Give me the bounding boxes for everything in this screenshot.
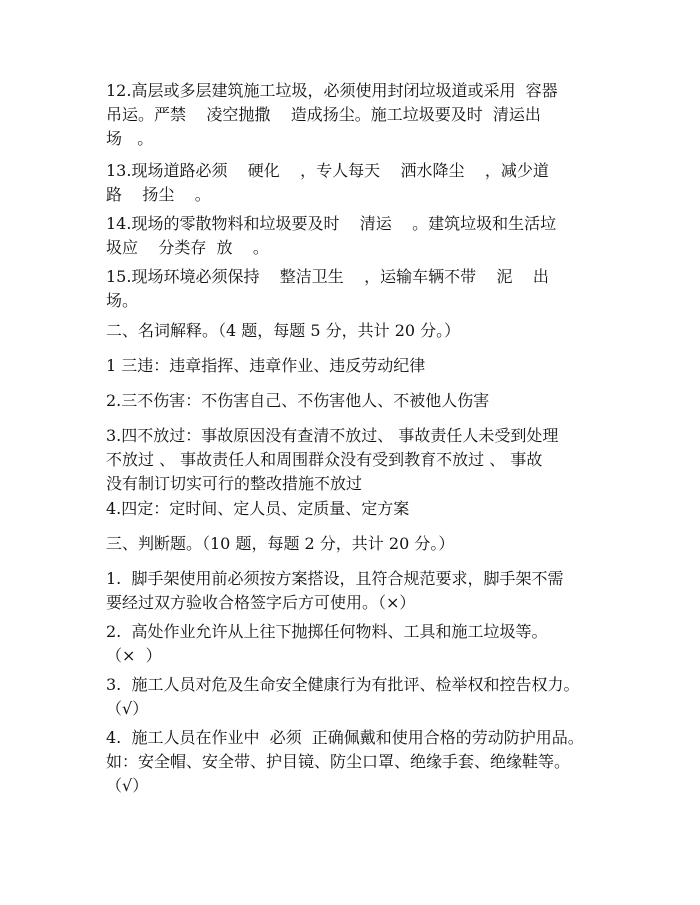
fill-blank-question-15: 15.现场环境必须保持 整洁卫生 ，运输车辆不带 泥 出 场。 bbox=[106, 267, 549, 310]
section-heading-terms: 二、名词解释。（4 题，每题 5 分，共计 20 分。） bbox=[106, 321, 461, 340]
term-definition-2: 2.三不伤害：不伤害自己、不伤害他人、不被他人伤害 bbox=[106, 391, 490, 410]
term-definition-4: 4.四定：定时间、定人员、定质量、定方案 bbox=[106, 499, 410, 518]
fill-blank-question-12: 12.高层或多层建筑施工垃圾，必须使用封闭垃圾道或采用 容器 吊运。严禁 凌空抛撒 造成扬尘。施工垃圾要及时 清运出 场 。 bbox=[106, 81, 558, 148]
term-definition-1: 1 三违：违章指挥、违章作业、违反劳动纪律 bbox=[106, 356, 426, 375]
judgment-question-1: 1. 脚手架使用前必须按方案搭设，且符合规范要求，脚手架不需 要经过双方验收合格签字后方可使用。（×） bbox=[106, 569, 564, 612]
fill-blank-question-14: 14.现场的零散物料和垃圾要及时 清运 。建筑垃圾和生活垃 圾应 分类存 放 。 bbox=[106, 214, 557, 257]
judgment-question-4: 4. 施工人员在作业中 必须 正确佩戴和使用合格的劳动防护用品。 如：安全帽、安全带、护目镜、防尘口罩、绝缘手套、绝缘鞋等。 （√） bbox=[106, 728, 584, 795]
fill-blank-question-13: 13.现场道路必须 硬化 ，专人每天 洒水降尘 ，减少道 路 扬尘 。 bbox=[106, 161, 549, 204]
section-heading-judgment: 三、判断题。（10 题，每题 2 分，共计 20 分。） bbox=[106, 534, 455, 553]
judgment-question-3: 3. 施工人员对危及生命安全健康行为有批评、检举权和控告权力。 （√） bbox=[106, 675, 580, 718]
term-definition-3: 3.四不放过：事故原因没有查清不放过、 事故责任人未受到处理 不放过 、 事故责任人和周围群众没有受到教育不放过 、 事故 没有制订切实可行的整改措施不放过 bbox=[106, 426, 559, 493]
judgment-question-2: 2. 高处作业允许从上往下抛掷任何物料、工具和施工垃圾等。 （× ） bbox=[106, 622, 548, 665]
